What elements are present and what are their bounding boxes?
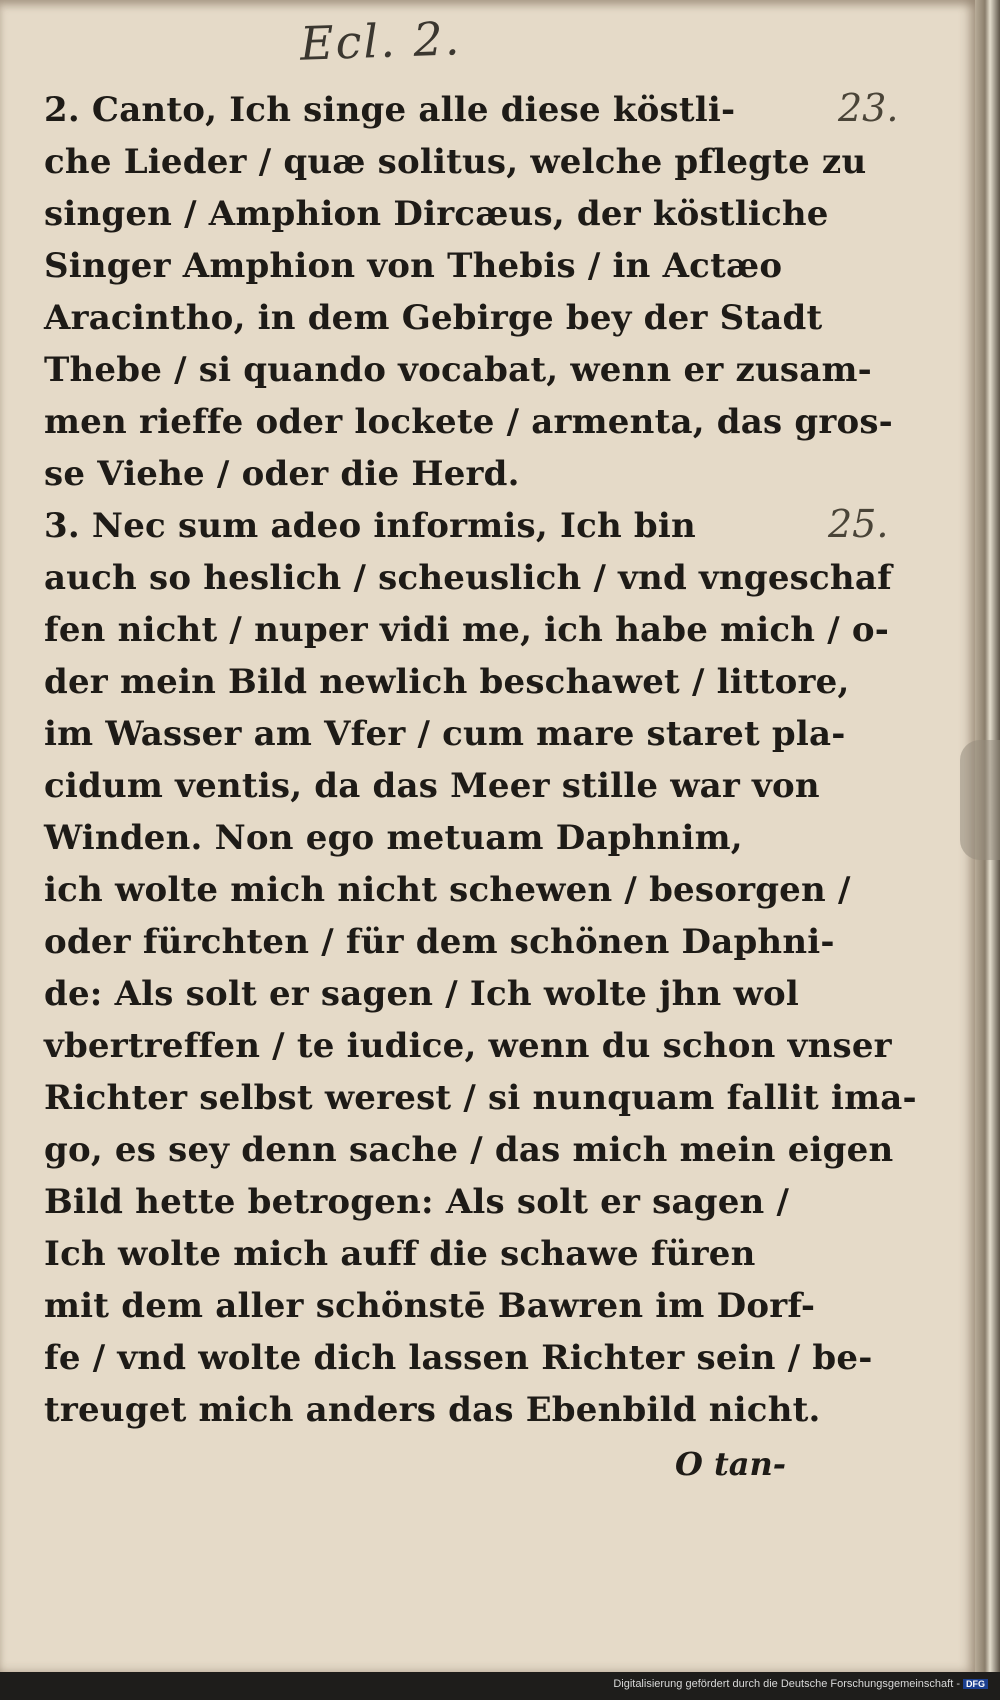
- text-line: de: Als solt er sagen / Ich wolte jhn wol: [44, 974, 799, 1014]
- text-line: fen nicht / nuper vidi me, ich habe mich / o-: [44, 610, 890, 650]
- handwritten-shelfmark: Ecl. 2.: [299, 11, 463, 71]
- text-line: fe / vnd wolte dich lassen Richter sein / be-: [44, 1338, 873, 1378]
- text-line: ich wolte mich nicht schewen / besorgen /: [44, 870, 851, 910]
- text-line: im Wasser am Vfer / cum mare staret pla-: [44, 714, 846, 754]
- text-line: mit dem aller schönstē Bawren im Dorf-: [44, 1286, 816, 1326]
- text-line: Winden. Non ego metuam Daphnim,: [44, 818, 743, 858]
- text-line: Ich wolte mich auff die schawe füren: [44, 1234, 756, 1274]
- catchword: O tan-: [675, 1445, 787, 1483]
- text-line: auch so heslich / scheuslich / vnd vngeschaf: [44, 558, 892, 598]
- text-line: go, es sey denn sache / das mich mein eigen: [44, 1130, 894, 1170]
- text-line: oder fürchten / für dem schönen Daphni-: [44, 922, 835, 962]
- text-line: men rieffe oder lockete / armenta, das gros-: [44, 402, 893, 442]
- text-line: Bild hette betrogen: Als solt er sagen /: [44, 1182, 790, 1222]
- book-clip-shadow: [960, 740, 1000, 860]
- text-line: Aracintho, in dem Gebirge bey der Stadt: [44, 298, 823, 338]
- margin-verse-number: 25.: [828, 502, 889, 546]
- text-line: se Viehe / oder die Herd.: [44, 454, 520, 494]
- text-line: vbertreffen / te iudice, wenn du schon vnser: [44, 1026, 892, 1066]
- text-line: cidum ventis, da das Meer stille war von: [44, 766, 820, 806]
- text-line: Thebe / si quando vocabat, wenn er zusam-: [44, 350, 872, 390]
- text-line: Singer Amphion von Thebis / in Actæo: [44, 246, 783, 286]
- text-line: che Lieder / quæ solitus, welche pflegte zu: [44, 142, 867, 182]
- text-line: singen / Amphion Dircæus, der köstliche: [44, 194, 829, 234]
- margin-verse-number: 23.: [838, 86, 899, 130]
- digitization-credit: [613, 1678, 988, 1690]
- text-line: treuget mich anders das Ebenbild nicht.: [44, 1390, 821, 1430]
- footer-bar: [0, 1672, 1000, 1700]
- text-line: 3. Nec sum adeo informis, Ich bin: [44, 506, 696, 546]
- text-line: Richter selbst werest / si nunquam fallit ima-: [44, 1078, 917, 1118]
- text-line: der mein Bild newlich beschawet / littore,: [44, 662, 850, 702]
- text-line: 2. Canto, Ich singe alle diese köstli-: [44, 90, 736, 130]
- credit-text: Digitalisierung gefördert durch die Deutsche Forschungsgemeinschaft -: [613, 1678, 960, 1690]
- dfg-logo-badge: DFG: [963, 1679, 988, 1689]
